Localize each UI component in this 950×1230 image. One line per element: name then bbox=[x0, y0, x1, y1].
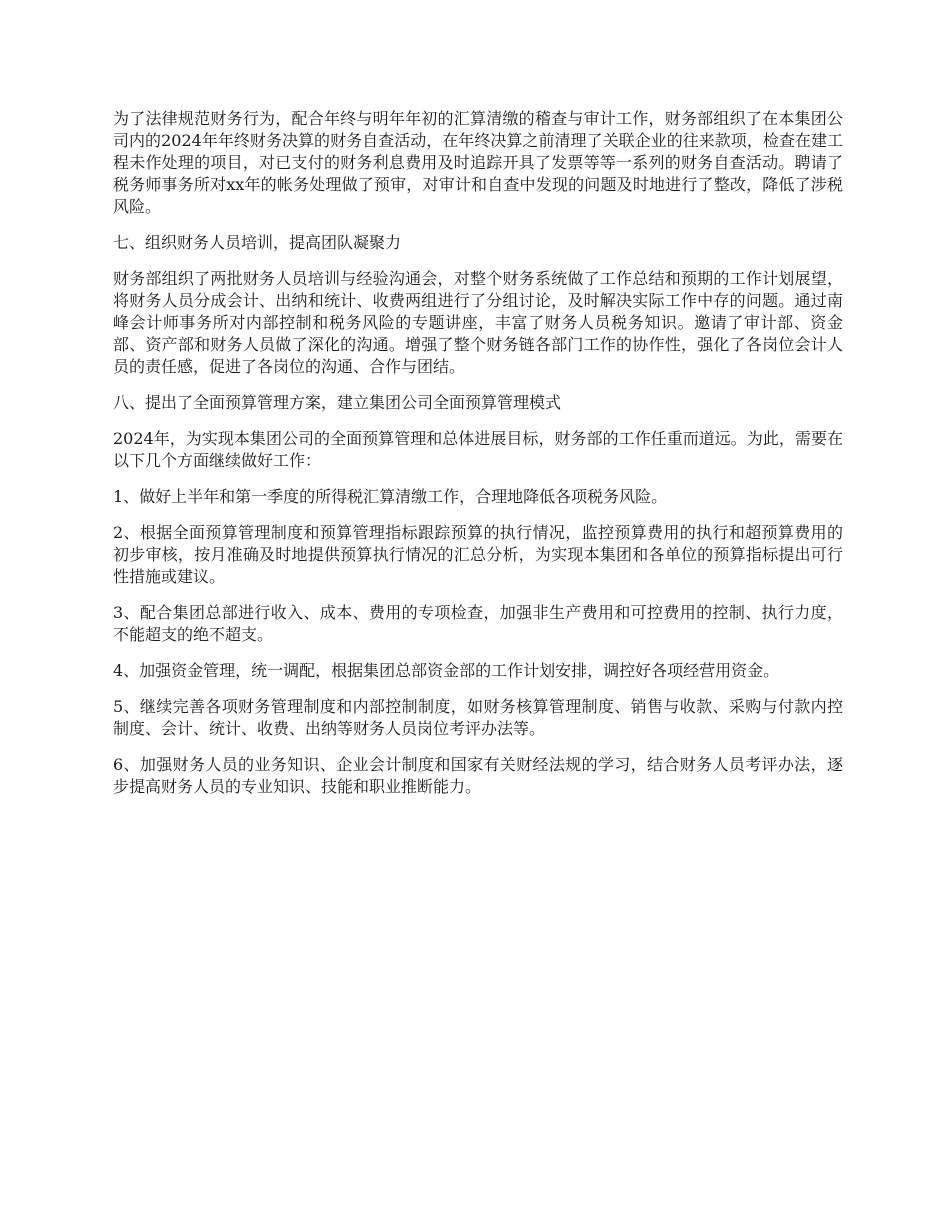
list-item-5: 5、继续完善各项财务管理制度和内部控制制度，如财务核算管理制度、销售与收款、采购与付款内控制度、会计、统计、收费、出纳等财务人员岗位考评办法等。 bbox=[113, 697, 843, 738]
document-page bbox=[113, 108, 843, 812]
paragraph-self-audit: 为了法律规范财务行为，配合年终与明年年初的汇算清缴的稽查与审计工作，财务部组织了在本集团公司内的2024年年终财务决算的财务自查活动，在年终决算之前清理了关联企业的往来款项，检查在建工程未作处理的项目，对已支付的财务利息费用及时追踪开具了发票等等一系列的财务自查活动。聘请了税务师事务所对xx年的帐务处理做了预审，对审计和自查中发现的问题及时地进行了整改，降低了涉税风险。 bbox=[113, 109, 843, 216]
list-item-6: 6、加强财务人员的业务知识、企业会计制度和国家有关财经法规的学习，结合财务人员考评办法，逐步提高财务人员的专业知识、技能和职业推断能力。 bbox=[113, 755, 843, 796]
paragraph-2024-goals: 2024年，为实现本集团公司的全面预算管理和总体进展目标，财务部的工作任重而道远。为此，需要在以下几个方面继续做好工作： bbox=[113, 429, 843, 470]
paragraph-training: 财务部组织了两批财务人员培训与经验沟通会，对整个财务系统做了工作总结和预期的工作计划展望，将财务人员分成会计、出纳和统计、收费两组进行了分组讨论，及时解决实际工作中存的问题。通过南峰会计师事务所对内部控制和税务风险的专题讲座，丰富了财务人员税务知识。邀请了审计部、资金部、资产部和财务人员做了深化的沟通。增强了整个财务链各部门工作的协作性，强化了各岗位会计人员的责任感，促进了各岗位的沟通、合作与团结。 bbox=[113, 269, 843, 376]
list-item-4: 4、加强资金管理，统一调配，根据集团总部资金部的工作计划安排，调控好各项经营用资金。 bbox=[113, 661, 780, 680]
list-item-1: 1、做好上半年和第一季度的所得税汇算清缴工作，合理地降低各项税务风险。 bbox=[113, 487, 668, 506]
list-item-2: 2、根据全面预算管理制度和预算管理指标跟踪预算的执行情况，监控预算费用的执行和超预算费用的初步审核，按月准确及时地提供预算执行情况的汇总分析，为实现本集团和各单位的预算指标提出可行性措施或建议。 bbox=[113, 523, 843, 586]
section-heading-8: 八、提出了全面预算管理方案，建立集团公司全面预算管理模式 bbox=[113, 393, 562, 412]
section-heading-7: 七、组织财务人员培训，提高团队凝聚力 bbox=[113, 233, 402, 252]
list-item-3: 3、配合集团总部进行收入、成本、费用的专项检查，加强非生产费用和可控费用的控制、执行力度，不能超支的绝不超支。 bbox=[113, 603, 843, 644]
